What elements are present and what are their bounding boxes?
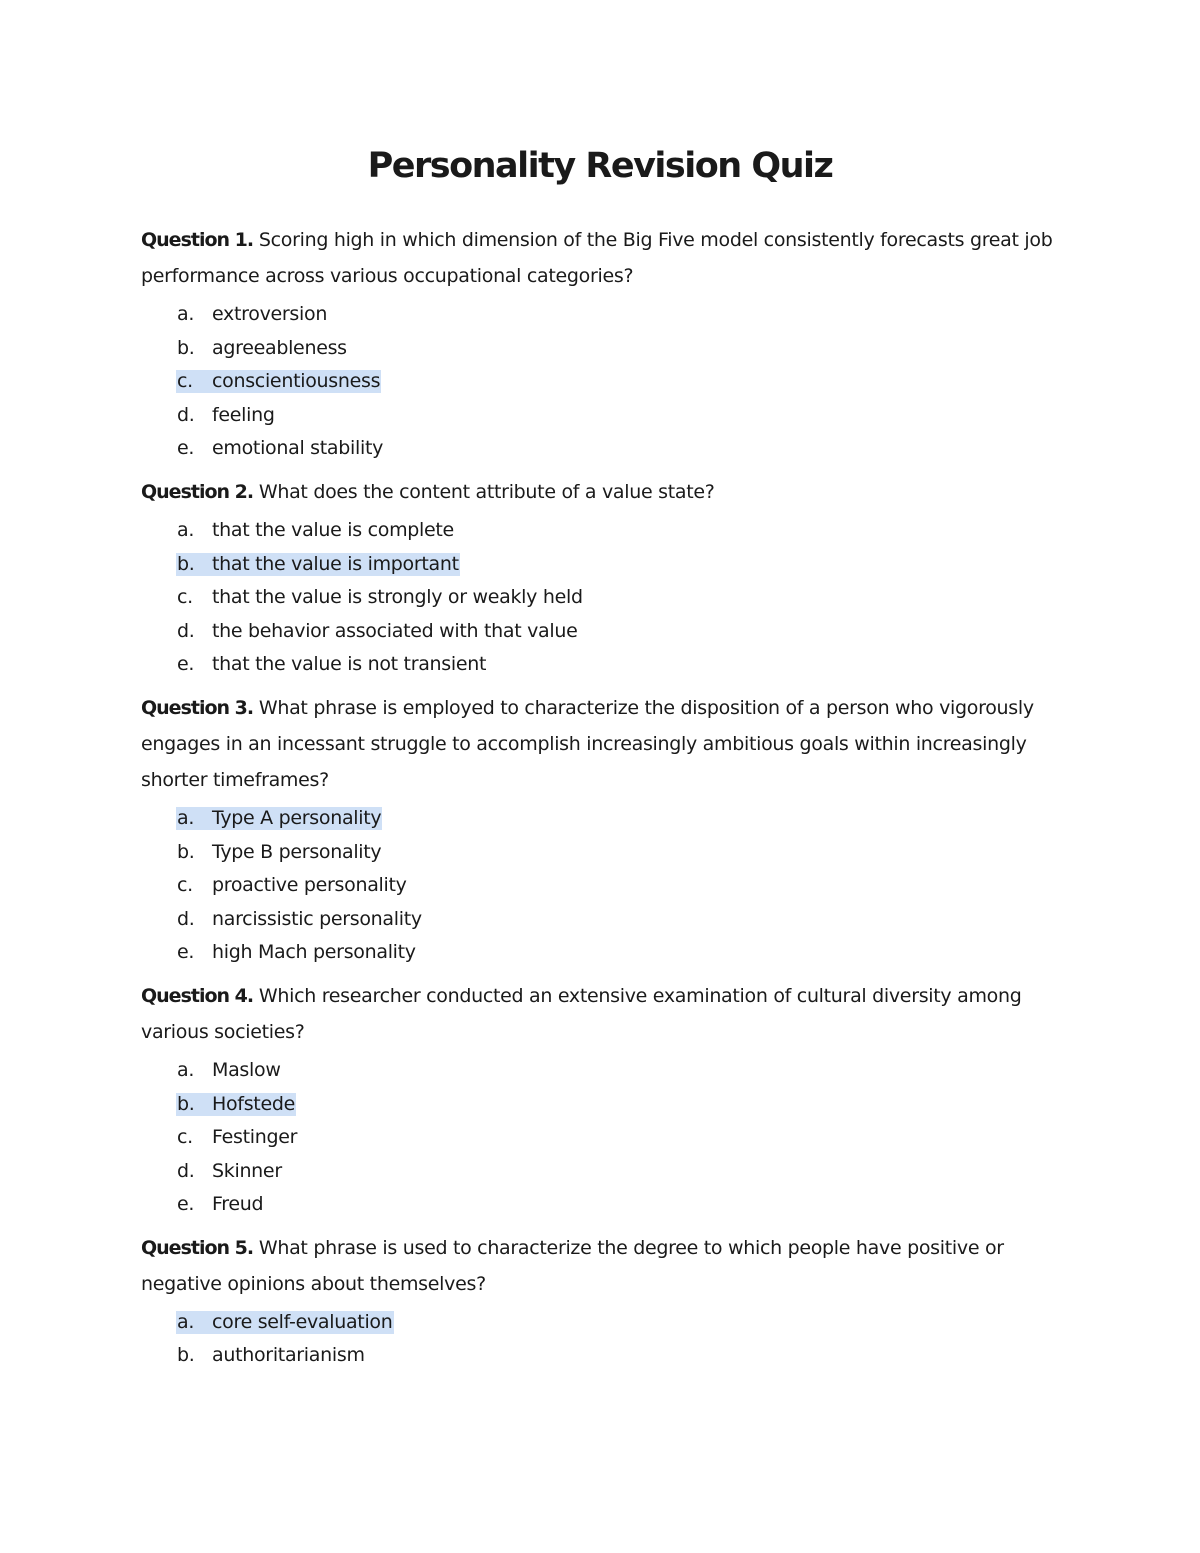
list-item <box>176 615 1061 649</box>
option-letter: d. <box>177 1159 195 1182</box>
option-letter: c. <box>177 1126 193 1149</box>
list-item <box>176 1188 1061 1222</box>
option-text: Freud <box>212 1193 264 1216</box>
option-text: proactive personality <box>212 874 407 897</box>
option-letter: a. <box>177 1058 195 1081</box>
option-letter: b. <box>177 1092 195 1115</box>
question-label: Question 3. <box>141 696 254 719</box>
option-text: core self-evaluation <box>212 1310 393 1333</box>
question-label: Question 4. <box>141 984 254 1007</box>
list-item <box>176 648 1061 682</box>
option-letter: b. <box>177 336 195 359</box>
list-item <box>176 581 1061 615</box>
question-4 <box>141 978 1061 1050</box>
option-text: authoritarianism <box>212 1344 365 1367</box>
option-letter: e. <box>177 941 195 964</box>
option-text: extroversion <box>212 303 328 325</box>
list-item <box>176 836 1061 870</box>
question-label: Question 5. <box>141 1236 254 1259</box>
option-text: conscientiousness <box>212 370 381 393</box>
option-letter: d. <box>177 619 195 642</box>
list-item <box>176 432 1061 466</box>
option-text: Type B personality <box>212 840 382 863</box>
option-letter: c. <box>177 586 193 609</box>
quiz-content <box>141 222 1061 1381</box>
list-item <box>176 802 1061 836</box>
option-text: Hofstede <box>212 1092 295 1115</box>
question-text: What does the content attribute of a value state? <box>258 480 715 503</box>
list-item <box>176 903 1061 937</box>
document-title: Personality Revision Quiz <box>367 146 833 186</box>
option-text: that the value is strongly or weakly held <box>212 586 583 609</box>
list-item <box>176 365 1061 399</box>
question-text: Which researcher conducted an extensive examination of cultural diversity among various societies? <box>141 984 1022 1043</box>
option-text: Festinger <box>212 1126 298 1149</box>
question-text: Scoring high in which dimension of the Big Five model consistently forecasts great job performance across various occupational categories? <box>141 229 1053 287</box>
options-list-5 <box>141 1306 1061 1373</box>
option-letter: a. <box>177 518 195 541</box>
list-item <box>176 1306 1061 1340</box>
list-item <box>176 936 1061 970</box>
question-text: What phrase is used to characterize the degree to which people have positive or negative opinions about themselves? <box>141 1236 1004 1295</box>
question-1 <box>141 222 1061 294</box>
list-item <box>176 1088 1061 1122</box>
list-item <box>176 1121 1061 1155</box>
list-item <box>176 1339 1061 1373</box>
option-text: narcissistic personality <box>212 907 422 930</box>
question-3 <box>141 690 1061 798</box>
option-text: high Mach personality <box>212 941 416 964</box>
option-text: emotional stability <box>212 437 384 460</box>
options-list-3 <box>141 802 1061 970</box>
list-item <box>176 332 1061 366</box>
option-letter: e. <box>177 1193 195 1216</box>
option-text: that the value is not transient <box>212 653 487 676</box>
list-item <box>176 514 1061 548</box>
options-list-2 <box>141 514 1061 682</box>
question-label: Question 1. <box>141 229 254 251</box>
option-letter: d. <box>177 907 195 930</box>
option-text: Type A personality <box>212 806 382 829</box>
list-item <box>176 1054 1061 1088</box>
option-letter: b. <box>177 840 195 863</box>
option-letter: a. <box>177 1310 195 1333</box>
question-5 <box>141 1230 1061 1302</box>
option-text: Skinner <box>212 1159 282 1182</box>
list-item <box>176 298 1061 332</box>
option-letter: b. <box>177 1344 195 1367</box>
list-item <box>176 399 1061 433</box>
option-letter: c. <box>177 370 193 393</box>
options-list-4 <box>141 1054 1061 1222</box>
option-letter: b. <box>177 552 195 575</box>
option-text: agreeableness <box>212 336 347 359</box>
option-text: that the value is complete <box>212 518 454 541</box>
options-list-1 <box>141 298 1061 466</box>
option-letter: e. <box>177 653 195 676</box>
list-item <box>176 869 1061 903</box>
option-letter: d. <box>177 403 195 426</box>
option-letter: a. <box>177 806 195 829</box>
option-text: that the value is important <box>212 552 459 575</box>
list-item <box>176 1155 1061 1189</box>
question-text: What phrase is employed to characterize the disposition of a person who vigorously engages in an incessant struggle to accomplish increasingly ambitious goals within increasingly shorter timeframes? <box>141 696 1034 791</box>
list-item <box>176 548 1061 582</box>
option-text: feeling <box>212 403 275 426</box>
question-label: Question 2. <box>141 480 254 503</box>
option-letter: c. <box>177 874 193 897</box>
question-2 <box>141 474 1061 510</box>
option-letter: a. <box>177 303 195 325</box>
option-text: Maslow <box>212 1058 281 1081</box>
option-letter: e. <box>177 437 195 460</box>
option-text: the behavior associated with that value <box>212 619 578 642</box>
